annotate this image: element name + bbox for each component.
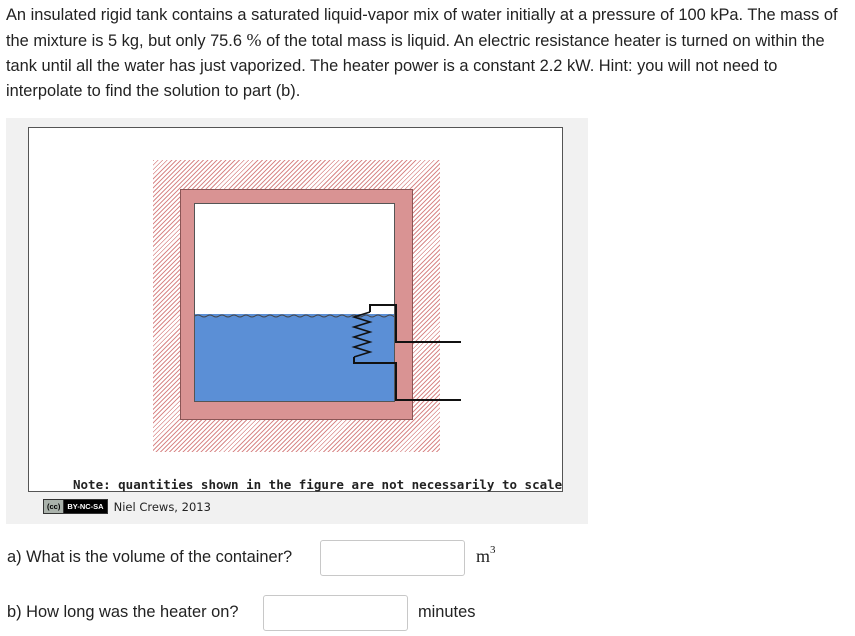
cc-license-badge (43, 499, 108, 514)
percent-symbol: % (246, 30, 262, 50)
volume-unit-exponent: 3 (490, 544, 496, 556)
question-b-label: b) How long was the heater on? (7, 603, 239, 621)
question-a-label: a) What is the volume of the container? (7, 548, 293, 566)
time-unit: minutes (418, 603, 476, 621)
problem-text-end: of the total mass is liquid. An electric resistance heater is turned on within the tank until all the water has just vaporized. The heater power is a constant 2.2 kW. Hint: you will not need to interpolate to find the solution to part (b). (6, 32, 825, 100)
time-answer-input[interactable] (263, 595, 408, 631)
problem-text-start: An insulated rigid tank contains a saturated liquid-vapor mix of water initially at a pressure of 100 kPa. The mass of the mixture is 5 kg, but only 75.6 (6, 6, 838, 50)
volume-unit (476, 546, 496, 567)
tank-figure (6, 118, 588, 524)
problem-statement (6, 3, 851, 104)
volume-unit-base: m (476, 546, 491, 566)
volume-answer-input[interactable] (320, 540, 465, 576)
figure-author: Niel Crews, 2013 (113, 499, 211, 514)
figure-frame (28, 127, 563, 492)
figure-note: Note: quantities shown in the figure are not necessarily to scale (73, 477, 563, 492)
license-terms: BY-NC-SA (64, 500, 106, 513)
figure-credit (43, 499, 211, 514)
cc-icon: (cc) (44, 500, 64, 513)
heater-element-icon (29, 128, 564, 493)
